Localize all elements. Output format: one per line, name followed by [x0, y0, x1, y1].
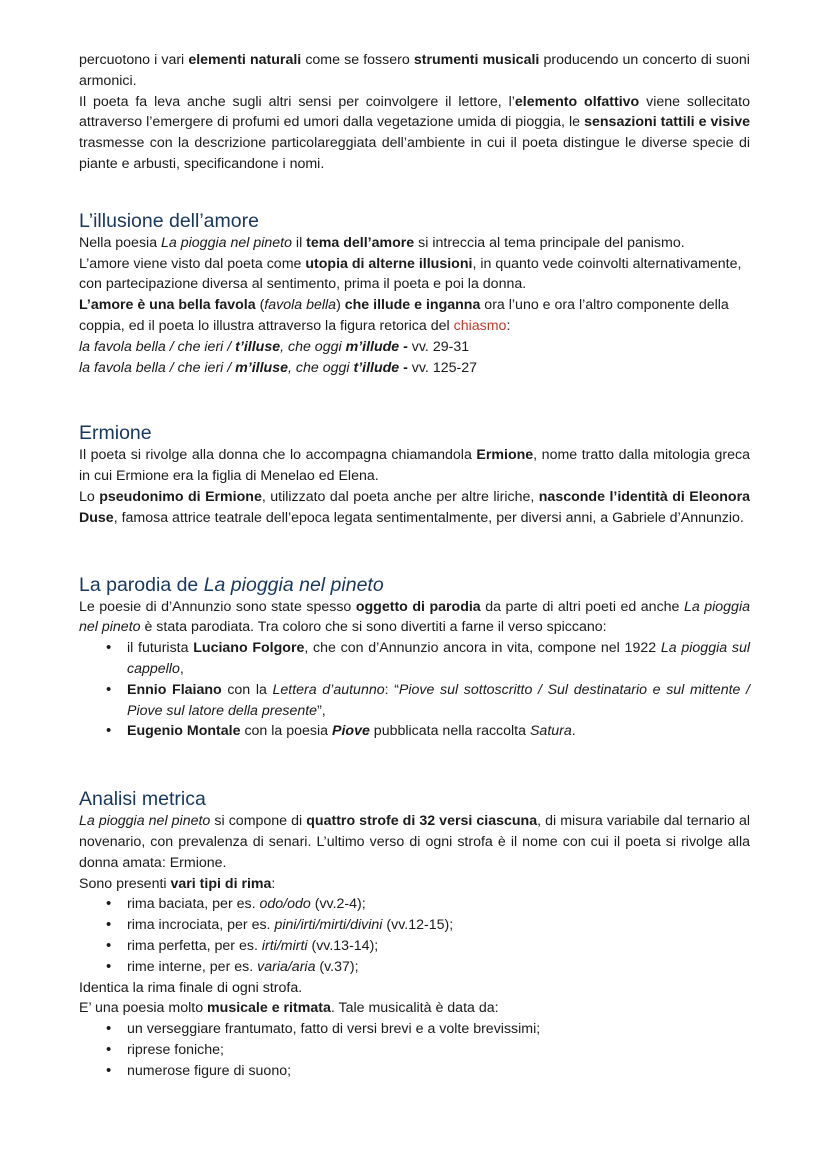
list-item: • Eugenio Montale con la poesia Piove pubblicata nella raccolta Satura. [79, 721, 750, 742]
musicality-list [79, 1019, 750, 1081]
paragraph: Sono presenti vari tipi di rima: [79, 875, 276, 892]
list-item: • Ennio Flaiano con la Lettera d’autunno: “Piove sul sottoscritto / Sul destinatario e sul mittente / Piove sul latore della presente”, [79, 680, 750, 722]
list-item: • un verseggiare frantumato, fatto di versi brevi e a volte brevissimi; [79, 1019, 750, 1040]
list-item: • numerose figure di suono; [79, 1061, 750, 1082]
paragraph: Nella poesia La pioggia nel pineto il tema dell’amore si intreccia al tema principale del panismo. [79, 234, 685, 251]
section-title: L’illusione dell’amore [79, 209, 259, 232]
list-item: • rima incrociata, per es. pini/irti/mirti/divini (vv.12-15); [79, 915, 750, 936]
paragraph: La pioggia nel pineto si compone di quattro strofe di 32 versi ciascuna, di misura variabile dal ternario al novenario, con prevalenza di senari. L’ultimo verso di ogni strofa è il nome con cui il poeta si rivolge alla donna amata: Ermione. [79, 813, 750, 871]
paragraph: L’amore è una bella favola (favola bella) che illude e inganna ora l’uno e ora l’altro componente della coppia, ed il poeta lo illustra attraverso la figura retorica del chiasmo: [79, 297, 729, 334]
paragraph: E’ una poesia molto musicale e ritmata. Tale musicalità è data da: [79, 1000, 499, 1017]
paragraph: L’amore viene visto dal poeta come utopia di alterne illusioni, in quanto vede coinvolti alternativamente, con partecipazione diversa al sentimento, prima il poeta e poi la donna. [79, 255, 742, 293]
list-item: • riprese foniche; [79, 1040, 750, 1061]
list-item: • il futurista Luciano Folgore, che con d’Annunzio ancora in vita, compone nel 1922 La pioggia sul cappello, [79, 638, 750, 680]
section-title: Analisi metrica [79, 788, 206, 811]
list-item: • rima perfetta, per es. irti/mirti (vv.13-14); [79, 936, 750, 957]
paragraph: Identica la rima finale di ogni strofa. [79, 979, 303, 996]
paragraph: Il poeta si rivolge alla donna che lo accompagna chiamandola Ermione, nome tratto dalla mitologia greca in cui Ermione era la figlia di Menelao ed Elena. [79, 447, 750, 485]
quote-line: la favola bella / che ieri / t’illuse, che oggi m’illude - vv. 29-31 [79, 338, 470, 355]
paragraph: Il poeta fa leva anche sugli altri sensi per coinvolgere il lettore, l’elemento olfattivo viene sollecitato attraverso l’emergere di profumi ed umori dalla vegetazione umida di pioggia, le sensazioni tattili e visive trasmesse con la descrizione particolareggiata dell’ambiente in cui il poeta distingue le diverse specie di piante e arbusti, specificandone i nomi. [79, 93, 751, 172]
list-item: • rima baciata, per es. odo/odo (vv.2-4); [79, 894, 750, 915]
paragraph: percuotono i vari elementi naturali come se fossero strumenti musicali producendo un concerto di suoni armonici. [79, 52, 750, 89]
list-item: • rime interne, per es. varia/aria (v.37); [79, 957, 750, 978]
parody-list [79, 638, 750, 742]
quote-line: la favola bella / che ieri / m’illuse, che oggi t’illude - vv. 125-27 [79, 359, 477, 376]
paragraph: Le poesie di d’Annunzio sono state spesso oggetto di parodia da parte di altri poeti ed anche La pioggia nel pineto è stata parodiata. Tra coloro che si sono divertiti a farne il verso spiccano: [79, 598, 750, 636]
paragraph: Lo pseudonimo di Ermione, utilizzato dal poeta anche per altre liriche, nasconde l’identità di Eleonora Duse, famosa attrice teatrale dell’epoca legata sentimentalmente, per diversi anni, a Gabriele d’Annunzio. [79, 488, 750, 526]
section-title: La parodia de La pioggia nel pineto [79, 573, 384, 596]
rhyme-list [79, 894, 750, 977]
chiasmo-term: chiasmo [453, 317, 507, 334]
section-title: Ermione [79, 422, 152, 445]
